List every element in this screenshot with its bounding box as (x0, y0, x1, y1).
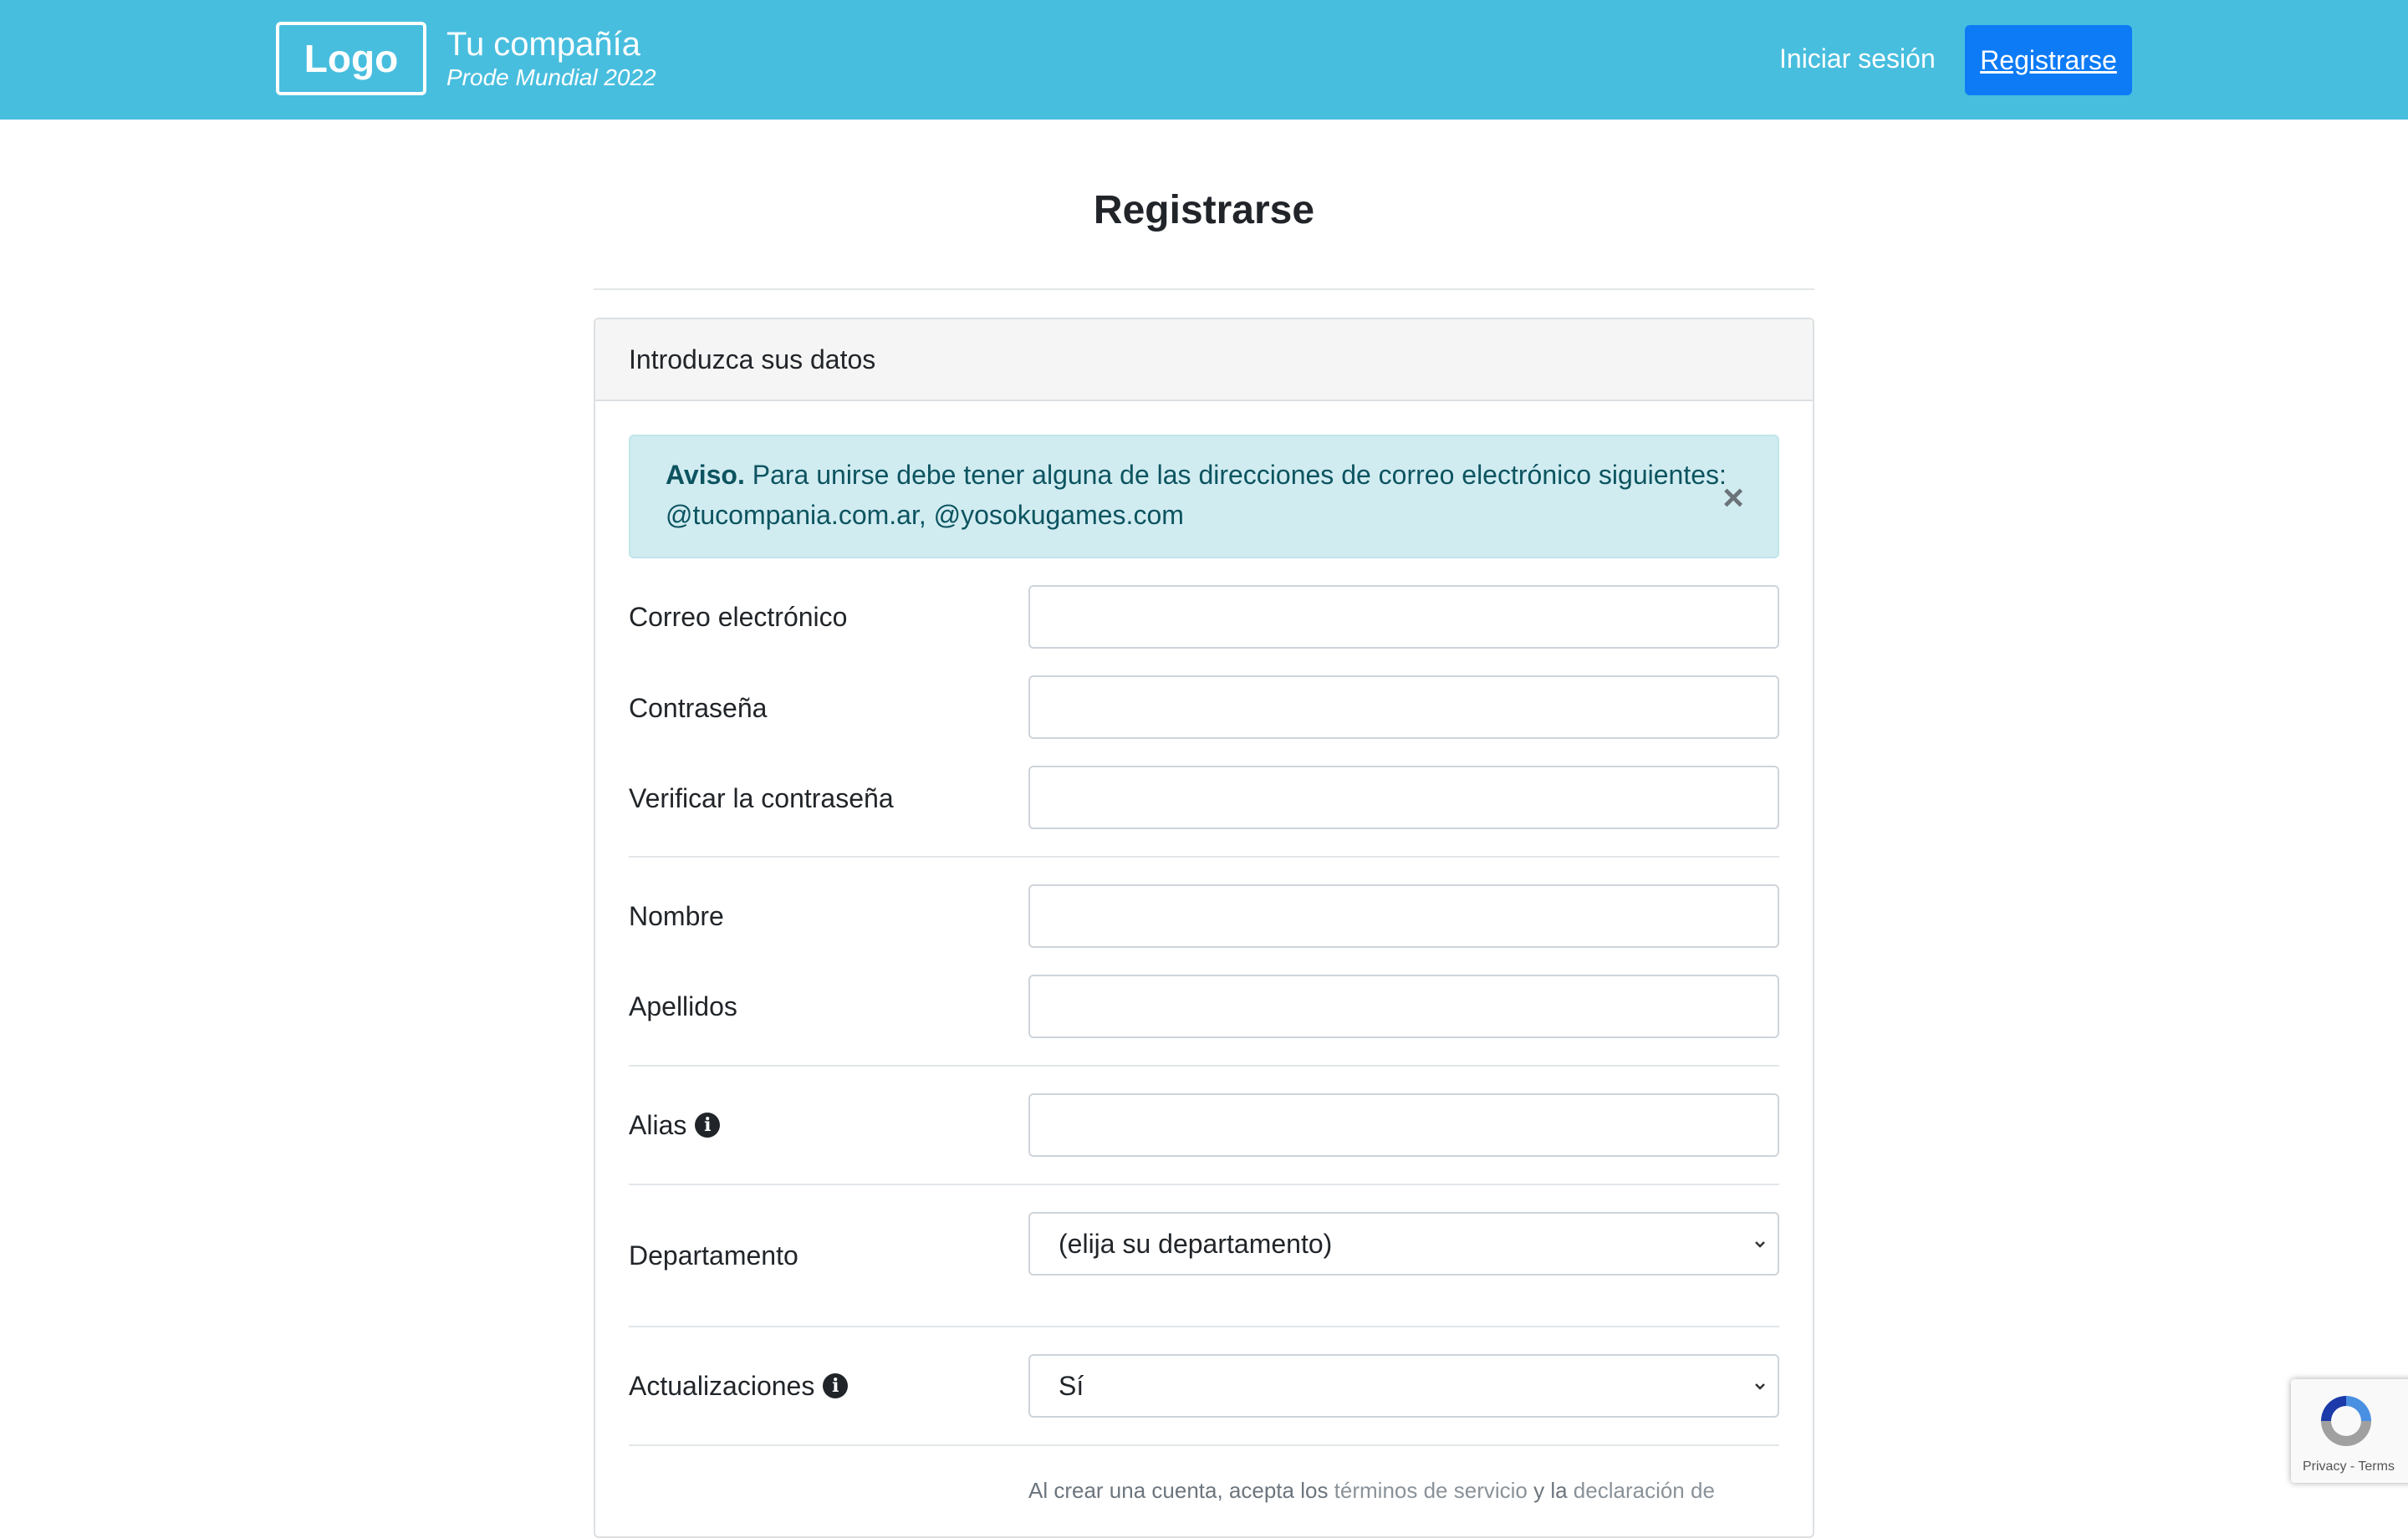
company-subtitle: Prode Mundial 2022 (446, 64, 656, 90)
first-name-label: Nombre (629, 901, 724, 931)
email-input[interactable] (1028, 585, 1779, 649)
updates-select[interactable] (1028, 1354, 1779, 1418)
info-icon[interactable]: i (823, 1373, 848, 1398)
alias-label: Alias (629, 1110, 687, 1140)
updates-select-value: Sí (1059, 1370, 1084, 1401)
verify-password-input[interactable] (1028, 766, 1779, 829)
close-icon[interactable]: × (1722, 477, 1744, 518)
department-select[interactable] (1028, 1212, 1779, 1276)
terms-prefix: Al crear una cuenta, acepta los (1028, 1478, 1334, 1503)
divider (629, 1444, 1779, 1446)
divider (629, 1065, 1779, 1067)
recaptcha-footer[interactable]: Privacy - Terms (2303, 1459, 2395, 1474)
terms-text (1028, 1478, 1715, 1504)
alias-label-row (629, 1107, 720, 1143)
alert-text: Para unirse debe tener alguna de las direcciones de correo electrónico siguientes: @tucompania.com.ar, @yosokugames.com (666, 460, 1727, 530)
terms-middle: y la (1527, 1478, 1574, 1503)
notice-alert (629, 435, 1779, 558)
password-label: Contraseña (629, 693, 768, 723)
card-header (595, 319, 1813, 401)
card-header-title: Introduzca sus datos (629, 344, 876, 374)
terms-of-service-link[interactable]: términos de servicio (1334, 1478, 1528, 1503)
password-input[interactable] (1028, 675, 1779, 739)
divider (594, 288, 1814, 290)
alert-title: Aviso. (666, 460, 745, 490)
recaptcha-icon (2313, 1388, 2380, 1454)
divider (629, 1326, 1779, 1327)
chevron-down-icon (1749, 1234, 1771, 1255)
updates-label-row (629, 1367, 848, 1404)
privacy-statement-link[interactable]: declaración de (1573, 1478, 1715, 1503)
first-name-input[interactable] (1028, 884, 1779, 948)
email-label: Correo electrónico (629, 602, 848, 632)
login-link[interactable]: Iniciar sesión (1779, 43, 1936, 74)
chevron-down-icon (1749, 1376, 1771, 1398)
divider (629, 856, 1779, 858)
updates-label: Actualizaciones (629, 1371, 815, 1401)
company-name: Tu compañía (446, 26, 640, 63)
info-icon[interactable]: i (695, 1113, 720, 1138)
last-name-label: Apellidos (629, 991, 737, 1021)
recaptcha-badge[interactable] (2291, 1379, 2408, 1483)
department-select-value: (elija su departamento) (1059, 1228, 1333, 1259)
department-label: Departamento (629, 1240, 798, 1271)
logo[interactable]: Logo (276, 22, 426, 95)
divider (629, 1184, 1779, 1185)
page-title: Registrarse (1093, 188, 1315, 232)
navbar (0, 0, 2408, 120)
register-button[interactable]: Registrarse (1965, 25, 2132, 95)
alias-input[interactable] (1028, 1093, 1779, 1157)
last-name-input[interactable] (1028, 975, 1779, 1038)
verify-password-label: Verificar la contraseña (629, 783, 894, 813)
